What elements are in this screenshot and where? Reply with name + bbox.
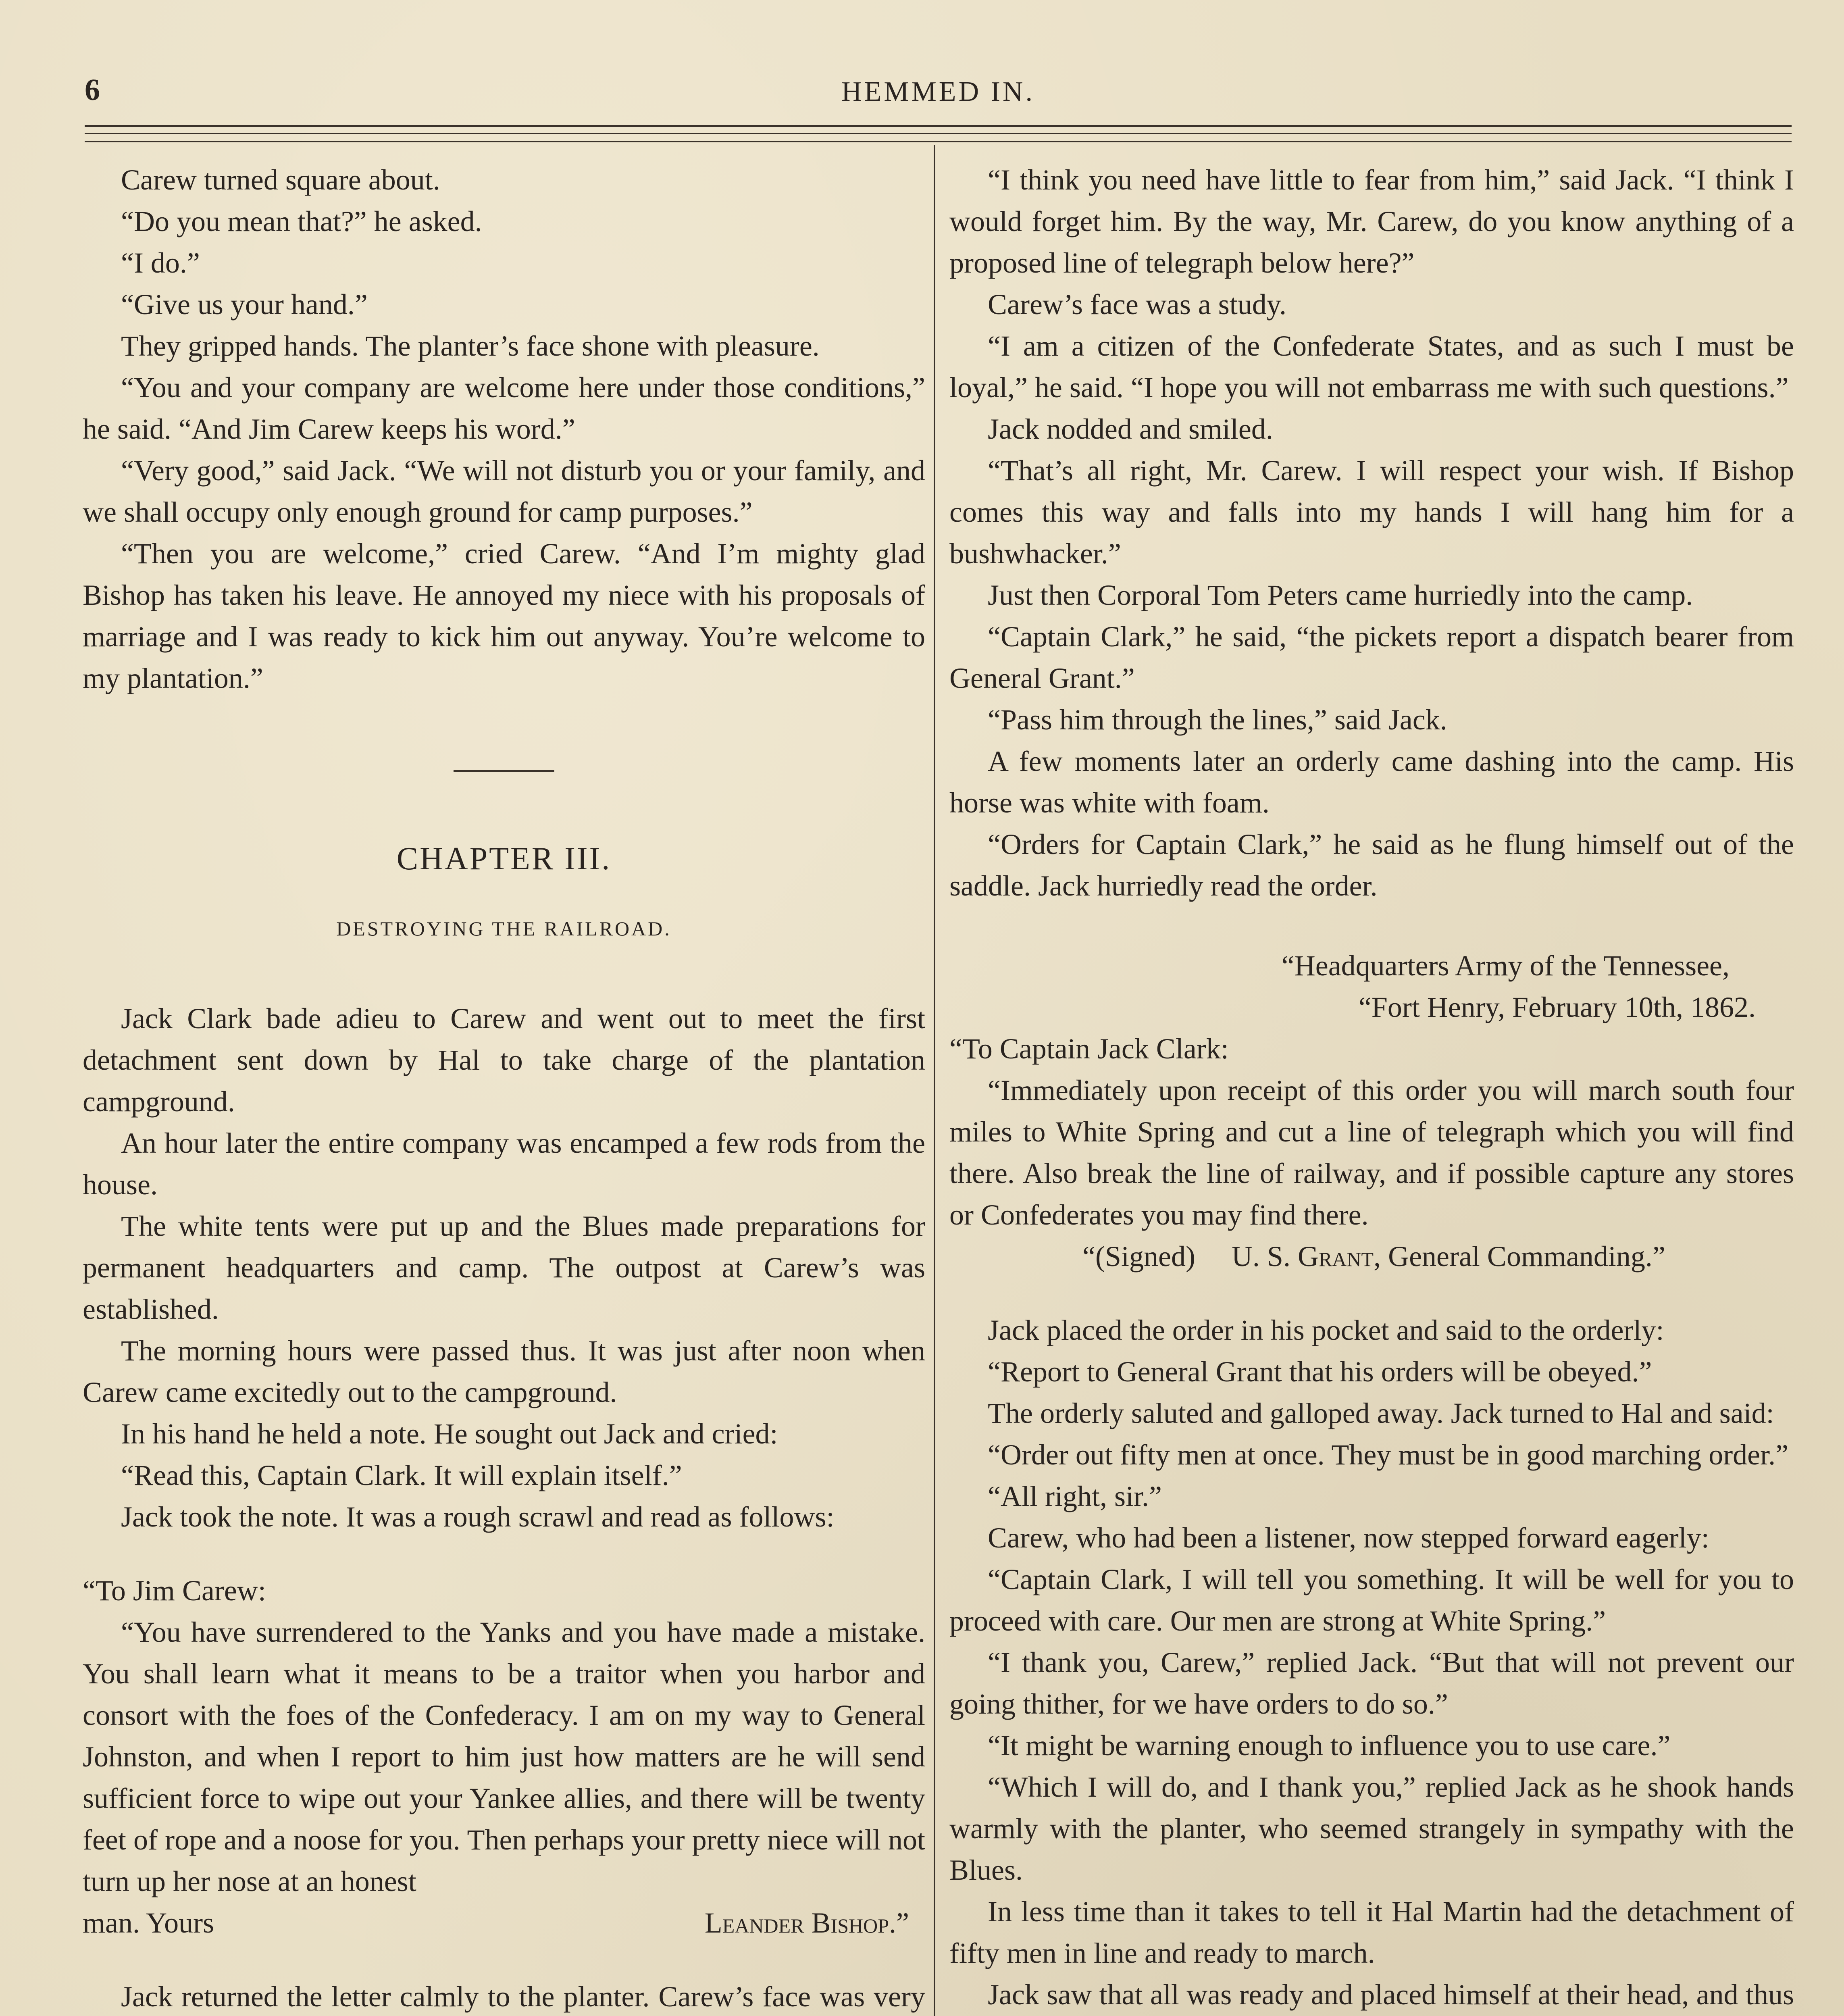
paragraph: “Do you mean that?” he asked. xyxy=(121,205,482,237)
paragraph: Carew, who had been a listener, now stepped forward eagerly: xyxy=(988,1522,1709,1554)
paragraph: “I do.” xyxy=(121,247,200,279)
paragraph: “Report to General Grant that his orders will be obeyed.” xyxy=(988,1356,1652,1388)
letter-close: man. Yours xyxy=(83,1907,214,1939)
paragraph: “Order out fifty men at once. They must be in good marching order.” xyxy=(988,1439,1789,1471)
paragraph: Jack Clark bade adieu to Carew and went out to meet the first detachment sent down by Hal to take charge of the plantation campground. xyxy=(83,1002,925,1118)
paragraph: “Which I will do, and I thank you,” replied Jack as he shook hands warmly with the planter, who seemed strangely in sympathy with the Blues. xyxy=(949,1771,1794,1886)
left-column xyxy=(83,159,925,2016)
paragraph: A few moments later an orderly came dashing into the camp. His horse was white with foam. xyxy=(949,745,1794,819)
paragraph: Carew’s face was a study. xyxy=(988,288,1287,321)
order-signed-name: U. S. Grant, xyxy=(1231,1240,1381,1272)
paragraph: “Captain Clark, I will tell you something. It will be well for you to proceed with care. Our men are strong at White Spring.” xyxy=(949,1563,1794,1637)
running-title: HEMMED IN. xyxy=(841,76,1035,107)
letter-closing xyxy=(83,1902,925,1944)
order-signed-title: General Commanding.” xyxy=(1388,1240,1665,1272)
order-heading: “Fort Henry, February 10th, 1862. xyxy=(1358,991,1756,1023)
order-addressee: “To Captain Jack Clark: xyxy=(949,1033,1229,1065)
chapter-title: CHAPTER III. xyxy=(396,841,612,877)
letter-signature: Leander Bishop.” xyxy=(704,1907,909,1939)
paragraph: The morning hours were passed thus. It was just after noon when Carew came excitedly out to the campground. xyxy=(83,1335,925,1408)
paragraph: “It might be warning enough to influence you to use care.” xyxy=(988,1729,1671,1762)
letter-body: “You have surrendered to the Yanks and you have made a mistake. You shall learn what it means to be a traitor when you harbor and consort with the foes of the Confederacy. I am on my way to General Johnston, and when I report to him just how matters are he will send sufficient force to wipe out your Yankee allies, and there will be twenty feet of rope and a noose for you. Then perhaps your pretty niece will not turn up her nose at an honest xyxy=(83,1616,925,1897)
header-rule xyxy=(85,141,1792,142)
paragraph: “Orders for Captain Clark,” he said as he flung himself out of the saddle. Jack hurriedly read the order. xyxy=(949,828,1794,902)
paragraph: In less time than it takes to tell it Hal Martin had the detachment of fifty men in line and ready to march. xyxy=(949,1895,1794,1969)
paragraph: “I think you need have little to fear from him,” said Jack. “I think I would forget him. By the way, Mr. Carew, do you know anything of a proposed line of telegraph below here?” xyxy=(949,164,1794,279)
paragraph: The orderly saluted and galloped away. Jack turned to Hal and said: xyxy=(988,1397,1774,1429)
right-column xyxy=(949,159,1794,2016)
page-number: 6 xyxy=(85,73,100,107)
order-signed-label: “(Signed) xyxy=(1082,1240,1195,1272)
paragraph: In his hand he held a note. He sought out Jack and cried: xyxy=(121,1418,778,1450)
paragraph: “That’s all right, Mr. Carew. I will respect your wish. If Bishop comes this way and falls into my hands I will hang him for a bushwhacker.” xyxy=(949,454,1794,570)
paragraph: An hour later the entire company was encamped a few rods from the house. xyxy=(83,1127,925,1201)
section-rule xyxy=(454,770,554,772)
paragraph: The white tents were put up and the Blues made preparations for permanent headquarters and camp. The outpost at Carew’s was established. xyxy=(83,1210,925,1325)
paragraph: “Read this, Captain Clark. It will explain itself.” xyxy=(121,1459,682,1491)
paragraph: Jack took the note. It was a rough scrawl and read as follows: xyxy=(121,1501,835,1533)
paragraph: They gripped hands. The planter’s face shone with pleasure. xyxy=(121,330,820,362)
paragraph: Just then Corporal Tom Peters came hurriedly into the camp. xyxy=(988,579,1693,611)
paragraph: “Pass him through the lines,” said Jack. xyxy=(988,704,1447,736)
paragraph: “All right, sir.” xyxy=(988,1480,1162,1512)
header-rule xyxy=(85,133,1792,134)
chapter-subtitle: DESTROYING THE RAILROAD. xyxy=(336,917,672,940)
paragraph: Jack placed the order in his pocket and said to the orderly: xyxy=(988,1314,1664,1346)
paragraph: “Then you are welcome,” cried Carew. “And I’m mighty glad Bishop has taken his leave. He annoyed my niece with his proposals of marriage and I was ready to kick him out anyway. You’re welcome to my plantation.” xyxy=(83,537,925,694)
letter-salutation: “To Jim Carew: xyxy=(83,1574,266,1607)
page-header xyxy=(85,73,1792,133)
paragraph: “I thank you, Carew,” replied Jack. “But that will not prevent our going thither, for we have orders to do so.” xyxy=(949,1646,1794,1720)
order-body: “Immediately upon receipt of this order you will march south four miles to White Spring and cut a line of telegraph which you will find there. Also break the line of railway, and if possible capture any stores or Confederates you may find there. xyxy=(949,1074,1794,1231)
paragraph: “Give us your hand.” xyxy=(121,288,368,321)
order-heading: “Headquarters Army of the Tennessee, xyxy=(1281,950,1730,982)
paragraph: “Very good,” said Jack. “We will not disturb you or your family, and we shall occupy only enough ground for camp purposes.” xyxy=(83,454,925,528)
paragraph: Jack nodded and smiled. xyxy=(988,413,1273,445)
paragraph: “You and your company are welcome here under those conditions,” he said. “And Jim Carew keeps his word.” xyxy=(83,371,925,445)
paragraph: “I am a citizen of the Confederate States, and as such I must be loyal,” he said. “I hope you will not embarrass me with such questions.” xyxy=(949,330,1794,404)
paragraph: “Captain Clark,” he said, “the pickets report a dispatch bearer from General Grant.” xyxy=(949,621,1794,694)
paragraph: Carew turned square about. xyxy=(121,164,440,196)
order-signature xyxy=(949,1236,1794,1277)
column-divider xyxy=(934,145,935,2016)
paragraph: Jack returned the letter calmly to the planter. Carew’s face was very xyxy=(121,1981,925,2013)
paragraph: Jack saw that all was ready and placed himself at their head, and thus xyxy=(988,1979,1794,2011)
header-rule xyxy=(85,125,1792,127)
